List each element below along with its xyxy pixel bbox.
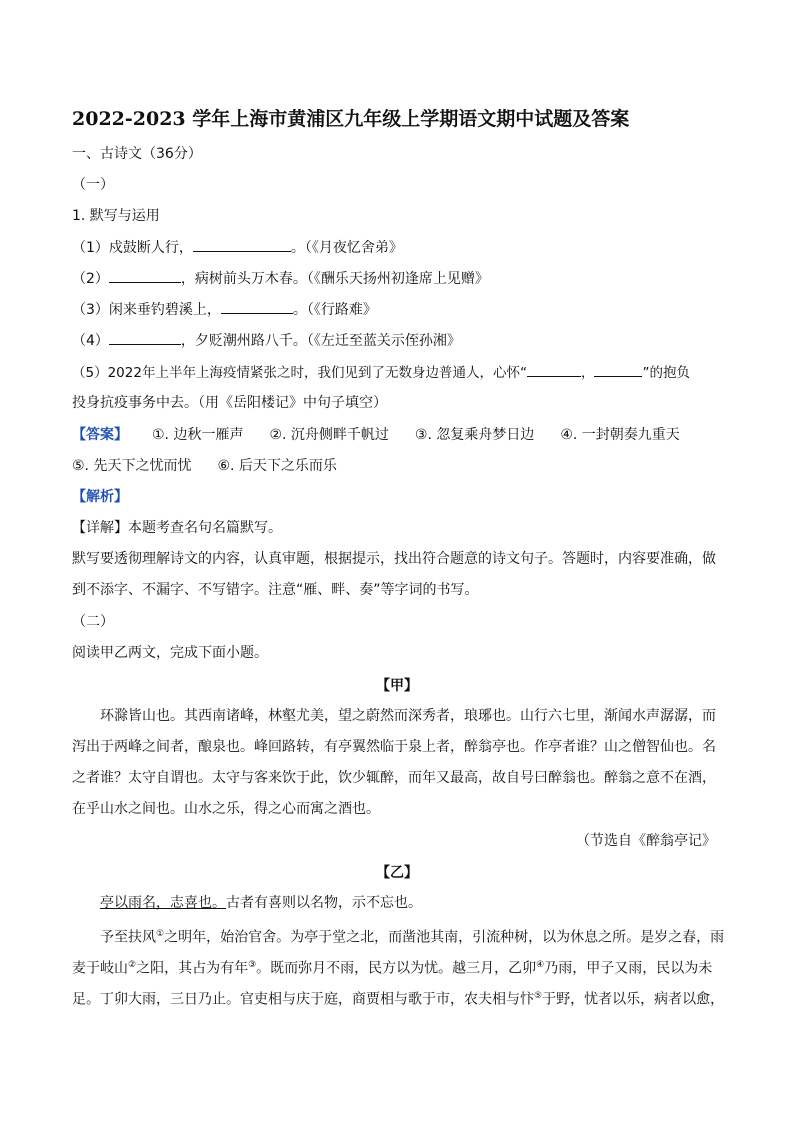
footnote-mark: ①: [156, 929, 165, 939]
part-heading-1: （一）: [72, 177, 114, 193]
q1-item-3: （3）闲来垂钓碧溪上， 。（《行路难》: [72, 299, 377, 320]
passage-jia-line-4: 在乎山水之间也。山水之乐，得之心而寓之酒也。: [72, 801, 380, 817]
answer-blank: [594, 362, 642, 377]
passage-jia-source: （节选自《醉翁亭记》: [576, 833, 716, 849]
passage-yi-label: 【乙】: [376, 865, 418, 881]
answer-blank: [193, 237, 291, 252]
answer-blank: [527, 362, 581, 377]
q1-item-2: （2） ，病树前头万木春。（《酬乐天扬州初逢席上见赠》: [72, 268, 489, 289]
q1-item-1: （1）戍鼓断人行， 。（《月夜忆舍弟》: [72, 237, 403, 258]
answer-blank: [109, 268, 181, 283]
analysis-label: 【解析】: [72, 489, 128, 505]
passage-yi-line-4: 足。丁卯大雨，三日乃止。官吏相与庆于庭，商贾相与歌于市，农夫相与忭⑤于野，忧者以乐，病者以愈，: [72, 991, 725, 1008]
detail-paragraph-line-2: 到不添字、不漏字、不写错字。注意“雁、畔、奏”等字词的书写。: [72, 582, 479, 598]
passage-yi-line-1: 亭以雨名，志喜也。古者有喜则以名物，示不忘也。: [100, 895, 422, 911]
q1-item-5-cont: 投身抗疫事务中去。（用《岳阳楼记》中句子填空）: [72, 395, 387, 411]
underlined-sentence: 亭以雨名，志喜也。: [100, 895, 226, 911]
passage-jia-line-1: 环滁皆山也。其西南诸峰，林壑尤美，望之蔚然而深秀者，琅琊也。山行六七里，渐闻水声潺潺，而: [100, 708, 716, 724]
q1-item-5: （5）2022年上半年上海疫情紧张之时，我们见到了无数身边普通人，心怀“ ， ”的抱负: [72, 362, 690, 383]
q1-item-4: （4） ，夕贬潮州路八千。（《左迁至蓝关示侄孙湘》: [72, 330, 461, 351]
answer-blank: [109, 330, 181, 345]
reading-instruction: 阅读甲乙两文，完成下面小题。: [72, 645, 268, 661]
detail-paragraph-line-1: 默写要透彻理解诗文的内容，认真审题，根据提示，找出符合题意的诗文句子。答题时，内容要准确，做: [72, 551, 716, 567]
passage-jia-line-2: 泻出于两峰之间者，酿泉也。峰回路转，有亭翼然临于泉上者，醉翁亭也。作亭者谁？山之僧智仙也。名: [72, 739, 716, 755]
question-1-title: 1. 默写与运用: [72, 208, 160, 224]
footnote-mark: ④: [536, 960, 545, 970]
part-heading-2: （二）: [72, 614, 114, 630]
passage-jia-label: 【甲】: [376, 678, 418, 694]
footnote-mark: ③: [248, 960, 257, 970]
answer-label: 【答案】: [72, 427, 128, 443]
answer-row-1: 【答案】 ①. 边秋一雁声 ②. 沉舟侧畔千帆过 ③. 忽复乘舟梦日边 ④. 一封朝奏九重天: [72, 427, 680, 443]
footnote-mark: ②: [128, 960, 137, 970]
detail-heading: 【详解】本题考查名句名篇默写。: [72, 520, 282, 536]
passage-yi-line-3: 麦于岐山②之阳，其占为有年③。既而弥月不雨，民方以为忧。越三月，乙卯④乃雨，甲子又雨，民以为未: [72, 960, 713, 977]
passage-jia-line-3: 之者谁？太守自谓也。太守与客来饮于此，饮少辄醉，而年又最高，故自号曰醉翁也。醉翁之意不在酒，: [72, 770, 716, 786]
document-title: 2022-2023 学年上海市黄浦区九年级上学期语文期中试题及答案: [72, 108, 630, 130]
passage-yi-line-2: 予至扶风①之明年，始治官舍。为亭于堂之北，而凿池其南，引流种树，以为休息之所。是岁之春，雨: [100, 929, 725, 946]
footnote-mark: ⑤: [534, 991, 543, 1001]
answer-blank: [221, 299, 293, 314]
section-heading: 一、古诗文（36分）: [72, 146, 202, 162]
answer-row-2: ⑤. 先天下之忧而忧 ⑥. 后天下之乐而乐: [72, 458, 337, 474]
